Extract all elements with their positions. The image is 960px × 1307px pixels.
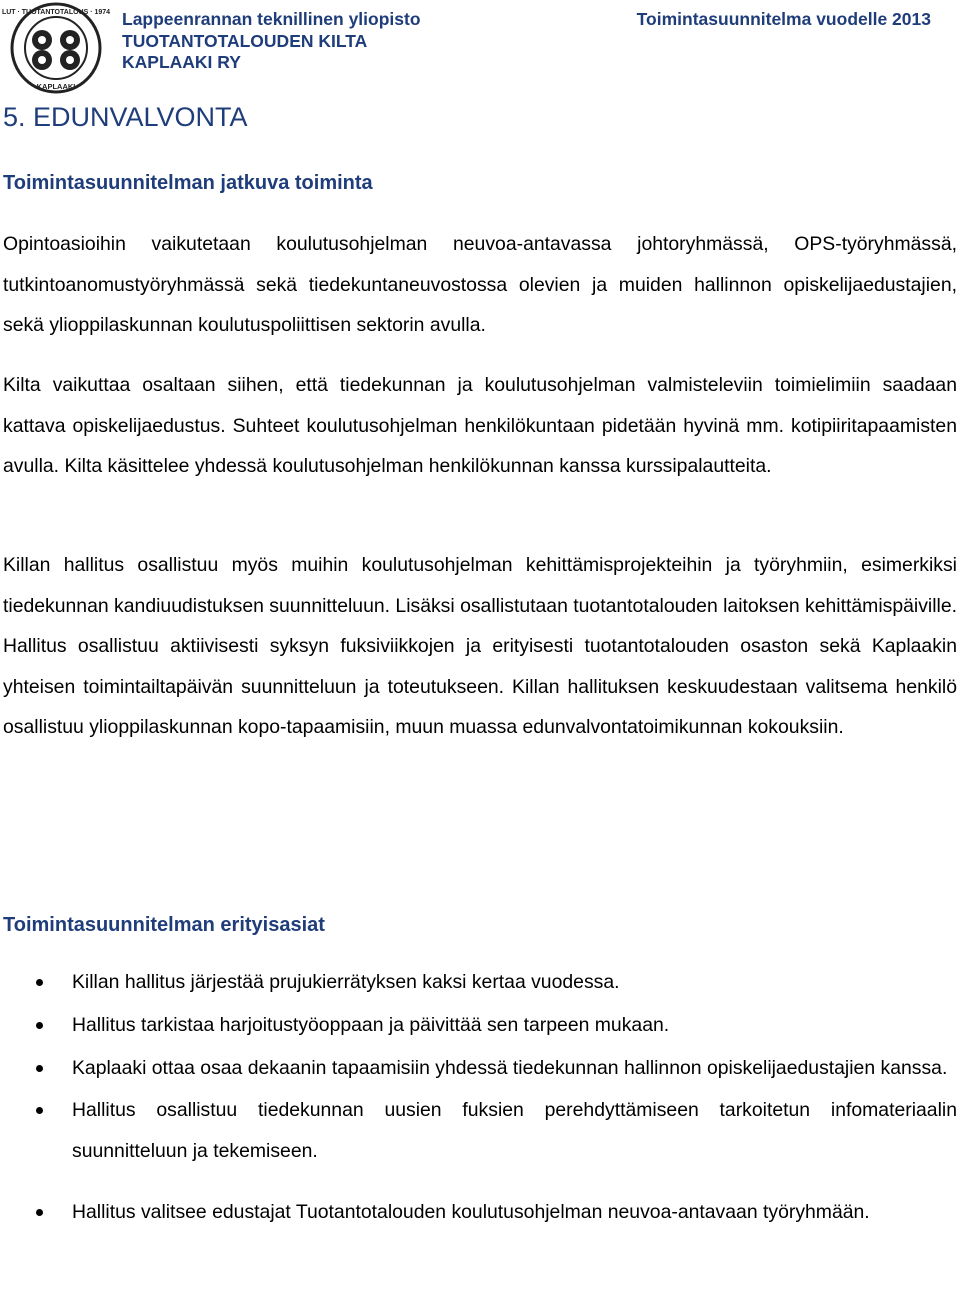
list-item xyxy=(0,1192,960,1233)
bullet-icon xyxy=(36,1107,43,1114)
continuous-heading: Toimintasuunnitelman jatkuva toiminta xyxy=(3,172,373,194)
kaplaaki-logo xyxy=(2,2,110,94)
list-item-text: Killan hallitus järjestää prujukierrätyksen kaksi kertaa vuodessa. xyxy=(72,971,620,993)
list-item xyxy=(0,1048,960,1089)
bullet-icon xyxy=(36,1065,43,1072)
special-heading: Toimintasuunnitelman erityisasiat xyxy=(3,914,325,936)
section-title: 5. EDUNVALVONTA xyxy=(3,102,248,132)
list-item xyxy=(0,1090,960,1172)
bullet-icon xyxy=(36,1022,43,1029)
page-header xyxy=(0,0,960,100)
bullet-icon xyxy=(36,1209,43,1216)
list-item xyxy=(0,1005,960,1046)
paragraph: Kilta vaikuttaa osaltaan siihen, että tiedekunnan ja koulutusohjelman valmisteleviin toimielimiin saadaan kattava opiskelijaedustus. Suhteet koulutusohjelman henkilökuntaan pidetään hyvinä mm. kotipiiritapaamisten avulla. Kilta käsittelee yhdessä koulutusohjelman henkilökunnan kanssa kurssipalautteita. xyxy=(3,374,957,477)
list-item-text: Hallitus tarkistaa harjoitustyöoppaan ja päivittää sen tarpeen mukaan. xyxy=(72,1013,670,1036)
special-bullet-list xyxy=(0,962,960,1235)
org-guild: TUOTANTOTALOUDEN KILTA xyxy=(122,30,368,51)
bullet-icon xyxy=(36,979,43,986)
org-university: Lappeenrannan teknillinen yliopisto xyxy=(122,9,421,29)
svg-text:LUT · TUOTANTOTALOUS · 1974: LUT · TUOTANTOTALOUS · 1974 xyxy=(2,9,110,16)
list-item-text: Kaplaaki ottaa osaa dekaanin tapaamisiin yhdessä tiedekunnan hallinnon opiskelijaedustajien kanssa. xyxy=(72,1056,948,1079)
list-item-text: Hallitus osallistuu tiedekunnan uusien fuksien perehdyttämiseen tarkoitetun infomateriaalin suunnitteluun ja tekemiseen. xyxy=(72,1099,957,1163)
organization-name xyxy=(122,9,421,74)
paragraph: Killan hallitus osallistuu myös muihin koulutusohjelman kehittämisprojekteihin ja työryhmiin, esimerkiksi tiedekunnan kandiuudistuksen suunnitteluun. Lisäksi osallistutaan tuotantotalouden laitoksen kehittämispäiville. Hallitus osallistuu aktiivisesti syksyn fuksiviikkojen ja erityisesti tuotantotalouden osaston sekä Kaplaakin yhteisen toimintailtapäivän suunnitteluun ja toteutukseen. Killan hallituksen keskuudestaan valitsema henkilö osallistuu ylioppilaskunnan kopo-tapaamisiin, muun muassa edunvalvontatoimikunnan kokouksiin. xyxy=(3,554,957,738)
svg-text:KAPLAAKI: KAPLAAKI xyxy=(36,82,76,91)
org-association: KAPLAAKI RY xyxy=(122,52,241,72)
list-item-text: Hallitus valitsee edustajat Tuotantotalouden koulutusohjelman neuvoa-antavaan työryhmään. xyxy=(72,1200,870,1223)
plan-title: Toimintasuunnitelma vuodelle 2013 xyxy=(636,9,931,29)
paragraph: Opintoasioihin vaikutetaan koulutusohjelman neuvoa-antavassa johtoryhmässä, OPS-työryhmässä, tutkintoanomustyöryhmässä sekä tiedekuntaneuvostossa olevien ja muiden hallinnon opiskelijaedustajien, sekä ylioppilaskunnan koulutuspoliittisen sektorin avulla. xyxy=(3,233,957,336)
list-item xyxy=(0,962,960,1003)
